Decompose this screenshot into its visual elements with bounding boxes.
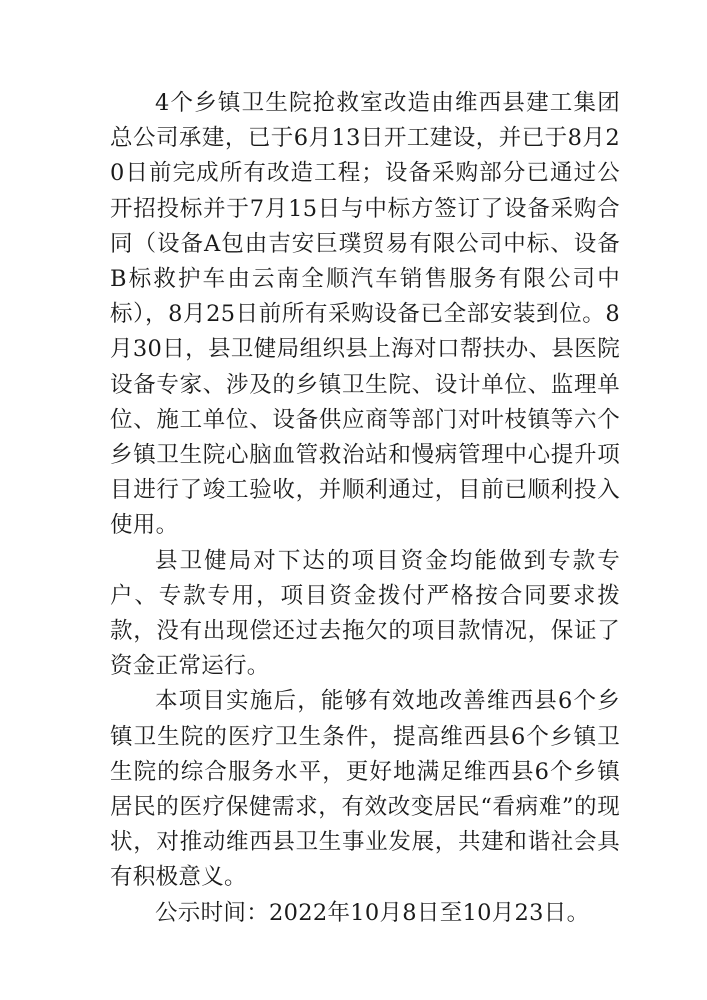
document-body	[110, 86, 620, 931]
paragraph-construction-progress: 4个乡镇卫生院抢救室改造由维西县建工集团总公司承建，已于6月13日开工建设，并已于8月20日前完成所有改造工程；设备采购部分已通过公开招投标并于7月15日与中标方签订了设备采购合同（设备A包由吉安巨璞贸易有限公司中标、设备B标救护车由云南全顺汽车销售服务有限公司中标），8月25日前所有采购设备已全部安装到位。8月30日，县卫健局组织县上海对口帮扶办、县医院设备专家、涉及的乡镇卫生院、设计单位、监理单位、施工单位、设备供应商等部门对叶枝镇等六个乡镇卫生院心脑血管救治站和慢病管理中心提升项目进行了竣工验收，并顺利通过，目前已顺利投入使用。	[110, 90, 620, 539]
paragraph-funds-management: 县卫健局对下达的项目资金均能做到专款专户、专款专用，项目资金拨付严格按合同要求拨款，没有出现偿还过去拖欠的项目款情况，保证了资金正常运行。	[110, 547, 620, 680]
paragraph-publicity-period: 公示时间：2022年10月8日至10月23日。	[155, 899, 590, 926]
paragraph-project-benefits: 本项目实施后，能够有效地改善维西县6个乡镇卫生院的医疗卫生条件，提高维西县6个乡镇卫生院的综合服务水平，更好地满足维西县6个乡镇居民的医疗保健需求，有效改变居民“看病难”的现状，对推动维西县卫生事业发展，共建和谐社会具有积极意义。	[110, 688, 620, 891]
